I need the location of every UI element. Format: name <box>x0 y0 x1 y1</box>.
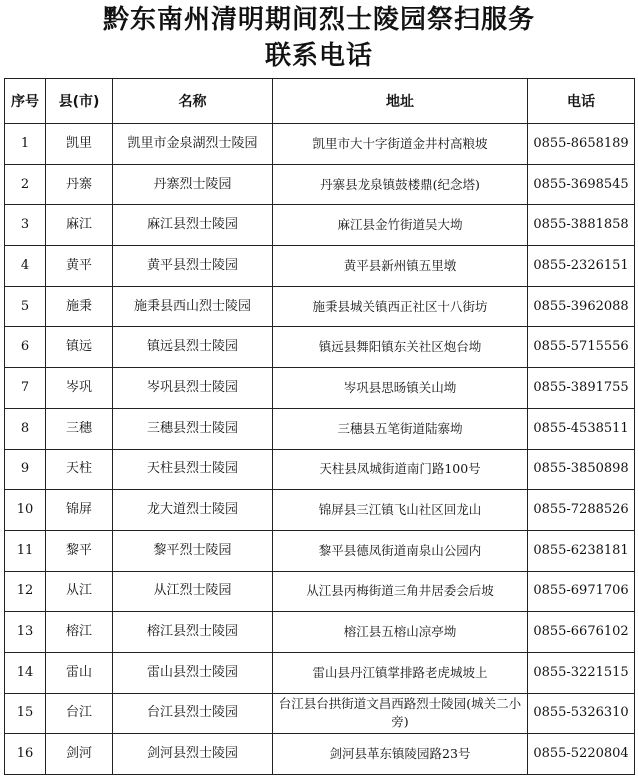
table-row <box>5 205 635 246</box>
cell-address: 岑巩县思旸镇关山坳 <box>273 368 528 409</box>
cell-number: 2 <box>5 164 46 205</box>
cell-name: 黎平烈士陵园 <box>113 530 273 571</box>
header-number: 序号 <box>5 79 46 124</box>
cell-name: 三穗县烈士陵园 <box>113 408 273 449</box>
cell-address: 剑河县革东镇陵园路23号 <box>273 734 528 775</box>
header-county: 县(市) <box>46 79 113 124</box>
cell-number: 12 <box>5 571 46 612</box>
cell-address: 黎平县德凤街道南泉山公园内 <box>273 530 528 571</box>
cell-county: 凯里 <box>46 124 113 165</box>
header-name: 名称 <box>113 79 273 124</box>
table-row <box>5 286 635 327</box>
cell-county: 雷山 <box>46 652 113 693</box>
cell-address: 三穗县五笔街道陆寨坳 <box>273 408 528 449</box>
cell-address: 丹寨县龙泉镇鼓楼鼎(纪念塔) <box>273 164 528 205</box>
cell-number: 5 <box>5 286 46 327</box>
cell-name: 岑巩县烈士陵园 <box>113 368 273 409</box>
cell-number: 4 <box>5 246 46 287</box>
cell-phone: 0855-6971706 <box>528 571 635 612</box>
cell-phone: 0855-6238181 <box>528 530 635 571</box>
document-title: 黔东南州清明期间烈士陵园祭扫服务 <box>102 5 535 35</box>
cell-county: 台江 <box>46 693 113 734</box>
cell-number: 13 <box>5 612 46 653</box>
cell-number: 1 <box>5 124 46 165</box>
cell-name: 龙大道烈士陵园 <box>113 490 273 531</box>
cell-county: 黎平 <box>46 530 113 571</box>
cell-number: 10 <box>5 490 46 531</box>
cell-phone: 0855-3881858 <box>528 205 635 246</box>
table-row <box>5 408 635 449</box>
cell-address: 凯里市大十字街道金井村高粮坡 <box>273 124 528 165</box>
cell-address: 榕江县五榕山凉亭坳 <box>273 612 528 653</box>
cell-county: 天柱 <box>46 449 113 490</box>
cell-county: 榕江 <box>46 612 113 653</box>
cell-phone: 0855-3962088 <box>528 286 635 327</box>
cell-number: 9 <box>5 449 46 490</box>
contact-table <box>4 78 635 775</box>
table-row <box>5 612 635 653</box>
cell-county: 剑河 <box>46 734 113 775</box>
cell-name: 雷山县烈士陵园 <box>113 652 273 693</box>
header-phone: 电话 <box>528 79 635 124</box>
cell-phone: 0855-3850898 <box>528 449 635 490</box>
cell-name: 榕江县烈士陵园 <box>113 612 273 653</box>
cell-number: 3 <box>5 205 46 246</box>
cell-county: 施秉 <box>46 286 113 327</box>
cell-phone: 0855-6676102 <box>528 612 635 653</box>
cell-name: 麻江县烈士陵园 <box>113 205 273 246</box>
cell-address: 天柱县凤城街道南门路100号 <box>273 449 528 490</box>
table-row <box>5 734 635 775</box>
cell-address: 施秉县城关镇西正社区十八街坊 <box>273 286 528 327</box>
cell-phone: 0855-2326151 <box>528 246 635 287</box>
document-subtitle: 联系电话 <box>264 41 373 71</box>
table-row <box>5 490 635 531</box>
cell-name: 镇远县烈士陵园 <box>113 327 273 368</box>
cell-address: 雷山县丹江镇掌排路老虎城坡上 <box>273 652 528 693</box>
table-row <box>5 652 635 693</box>
table-row <box>5 530 635 571</box>
cell-address: 台江县台拱街道文昌西路烈士陵园(城关二小旁) <box>273 693 528 734</box>
cell-county: 麻江 <box>46 205 113 246</box>
cell-phone: 0855-3891755 <box>528 368 635 409</box>
cell-number: 16 <box>5 734 46 775</box>
cell-address: 锦屏县三江镇飞山社区回龙山 <box>273 490 528 531</box>
table-row <box>5 693 635 734</box>
table-row <box>5 449 635 490</box>
cell-name: 黄平县烈士陵园 <box>113 246 273 287</box>
table-row <box>5 571 635 612</box>
cell-phone: 0855-5715556 <box>528 327 635 368</box>
table-row <box>5 368 635 409</box>
cell-county: 丹寨 <box>46 164 113 205</box>
cell-name: 台江县烈士陵园 <box>113 693 273 734</box>
table-row <box>5 164 635 205</box>
cell-phone: 0855-7288526 <box>528 490 635 531</box>
cell-county: 镇远 <box>46 327 113 368</box>
table-header-row <box>5 79 635 124</box>
cell-address: 麻江县金竹街道吴大坳 <box>273 205 528 246</box>
cell-phone: 0855-3698545 <box>528 164 635 205</box>
cell-county: 锦屏 <box>46 490 113 531</box>
cell-number: 14 <box>5 652 46 693</box>
cell-name: 丹寨烈士陵园 <box>113 164 273 205</box>
cell-number: 6 <box>5 327 46 368</box>
cell-number: 15 <box>5 693 46 734</box>
cell-name: 剑河县烈士陵园 <box>113 734 273 775</box>
table-row <box>5 246 635 287</box>
cell-county: 黄平 <box>46 246 113 287</box>
cell-number: 7 <box>5 368 46 409</box>
cell-number: 11 <box>5 530 46 571</box>
cell-address: 镇远县舞阳镇东关社区炮台坳 <box>273 327 528 368</box>
cell-county: 岑巩 <box>46 368 113 409</box>
table-row <box>5 124 635 165</box>
cell-phone: 0855-5326310 <box>528 693 635 734</box>
cell-number: 8 <box>5 408 46 449</box>
header-address: 地址 <box>273 79 528 124</box>
cell-county: 三穗 <box>46 408 113 449</box>
cell-address: 从江县丙梅街道三角井居委会后坡 <box>273 571 528 612</box>
cell-name: 施秉县西山烈士陵园 <box>113 286 273 327</box>
cell-name: 天柱县烈士陵园 <box>113 449 273 490</box>
cell-name: 从江烈士陵园 <box>113 571 273 612</box>
table-row <box>5 327 635 368</box>
cell-phone: 0855-4538511 <box>528 408 635 449</box>
cell-phone: 0855-8658189 <box>528 124 635 165</box>
cell-phone: 0855-3221515 <box>528 652 635 693</box>
cell-address: 黄平县新州镇五里墩 <box>273 246 528 287</box>
cell-county: 从江 <box>46 571 113 612</box>
cell-phone: 0855-5220804 <box>528 734 635 775</box>
cell-name: 凯里市金泉湖烈士陵园 <box>113 124 273 165</box>
